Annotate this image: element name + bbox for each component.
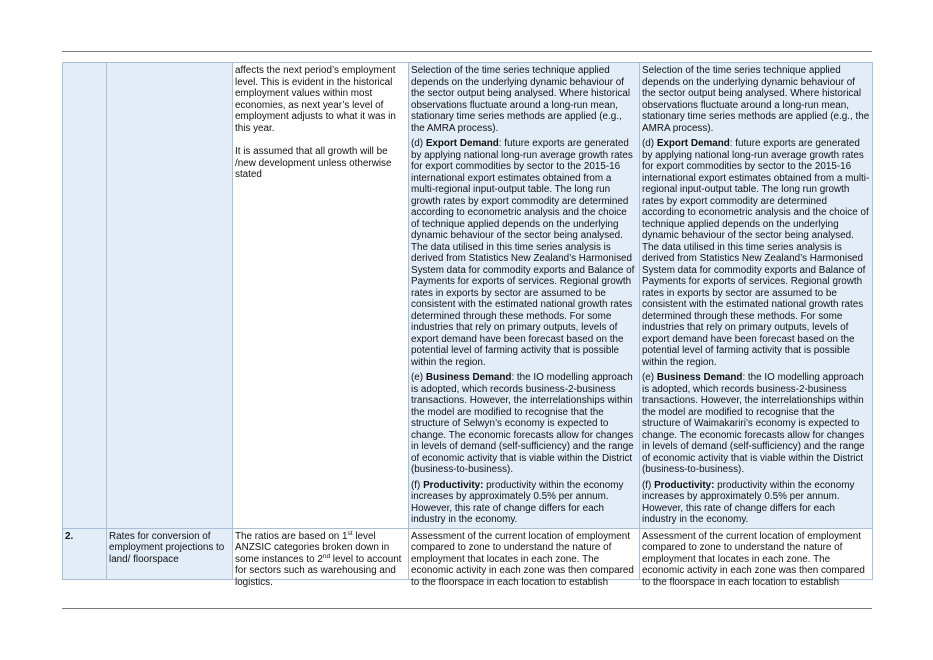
basis-paragraph: The ratios are based on 1st level ANZSIC categories broken down in some instances to 2nd level to account for sectors such as warehousing and logistics. (235, 529, 402, 588)
basis-cell (233, 63, 409, 529)
selwyn-intro: Selection of the time series technique applied depends on the underlying dynamic behaviour of the sector output being analysed. Where historical observations fluctuate around a long-run mean, stationary time series methods are applied (e.g., the AMRA process). (411, 65, 631, 134)
waimakariri-intro: Selection of the time series technique applied depends on the underlying dynamic behaviour of the sector output being analysed. Where historical observations fluctuate around a long-run mean, stationary time series methods are applied (e.g., the AMRA process). (642, 65, 870, 134)
item-cell (107, 63, 233, 529)
selwyn-cell (409, 63, 640, 529)
waimakariri-export-demand: (d) Export Demand: future exports are generated by applying national long-run average growth rates for export commodities by sector to the 2015-16 international export estimates obtained from a multi-regional input-output table. The long run growth rates by export commodity are determined according to econometric analysis and the choice of technique applied depends on the underlying dynamic behaviour of the sector being analysed. The data utilised in this time series analysis is derived from Statistics New Zealand’s Harmonised System data for commodity exports and Balance of Payments for exports of services. Regional growth rates in exports by sector are assumed to be consistent with the estimated national growth rates determined through these methods. For some industries that rely on primary outputs, levels of export demand have been forecast based on the potential level of farming activity that is possible within the region. (642, 138, 870, 368)
selwyn-productivity: (f) Productivity: productivity within the economy increases by approximately 0.5% per annum. However, this rate of change differs for each industry in the economy. (411, 479, 624, 525)
basis-paragraph: It is assumed that all growth will be /new development unless otherwise stated (235, 146, 392, 180)
row-number-cell: 2. (63, 528, 107, 579)
waimakariri-cell (640, 63, 873, 529)
basis-paragraph: affects the next period’s employment level. This is evident in the historical employment values within most economies, as next year’s level of employment adjusts to what it was in this year. (235, 65, 396, 134)
selwyn-export-demand: (d) Export Demand: future exports are generated by applying national long-run average growth rates for export commodities by sector to the 2015-16 international export estimates obtained from a multi-regional input-output table. The long run growth rates by export commodity are determined according to econometric analysis and the choice of technique applied depends on the underlying dynamic behaviour of the sector being analysed. The data utilised in this time series analysis is derived from Statistics New Zealand’s Harmonised System data for commodity exports and Balance of Payments for exports of services. Regional growth rates in exports by sector are assumed to be consistent with the estimated national growth rates determined through these methods. For some industries that rely on primary outputs, levels of export demand have been forecast based on the potential level of farming activity that is possible within the region. (411, 138, 635, 368)
assumptions-table (62, 62, 873, 588)
table-row (63, 63, 873, 529)
footer-rule (62, 608, 872, 609)
item-cell: Rates for conversion of employment projections to land/ floorspace (107, 528, 233, 579)
header-rule (62, 51, 872, 52)
table-row (63, 528, 873, 579)
waimakariri-productivity: (f) Productivity: productivity within the economy increases by approximately 0.5% per annum. However, this rate of change differs for each industry in the economy. (642, 479, 855, 525)
waimakariri-cell: Assessment of the current location of employment compared to zone to understand the nature of employment that locates in each zone. The economic activity in each zone was then compared to the floorspace in each location to establish (640, 528, 873, 579)
selwyn-cell: Assessment of the current location of employment compared to zone to understand the nature of employment that locates in each zone. The economic activity in each zone was then compared to the floorspace in each location to establish (409, 528, 640, 579)
row-number-cell (63, 63, 107, 529)
basis-cell (233, 528, 409, 588)
waimakariri-business-demand: (e) Business Demand: the IO modelling approach is adopted, which records business-2-business transactions. However, the interrelationships within the model are modified to recognise that the structure of Waimakariri’s economy is expected to change. The economic forecasts allow for changes in levels of demand (self-sufficiency) and the range of economic activity that is viable within the District (business-to-business). (642, 372, 865, 475)
selwyn-business-demand: (e) Business Demand: the IO modelling approach is adopted, which records business-2-business transactions. However, the interrelationships within the model are modified to recognise that the structure of Selwyn’s economy is expected to change. The economic forecasts allow for changes in levels of demand (self-sufficiency) and the range of economic activity that is viable within the District (business-to-business). (411, 372, 634, 475)
